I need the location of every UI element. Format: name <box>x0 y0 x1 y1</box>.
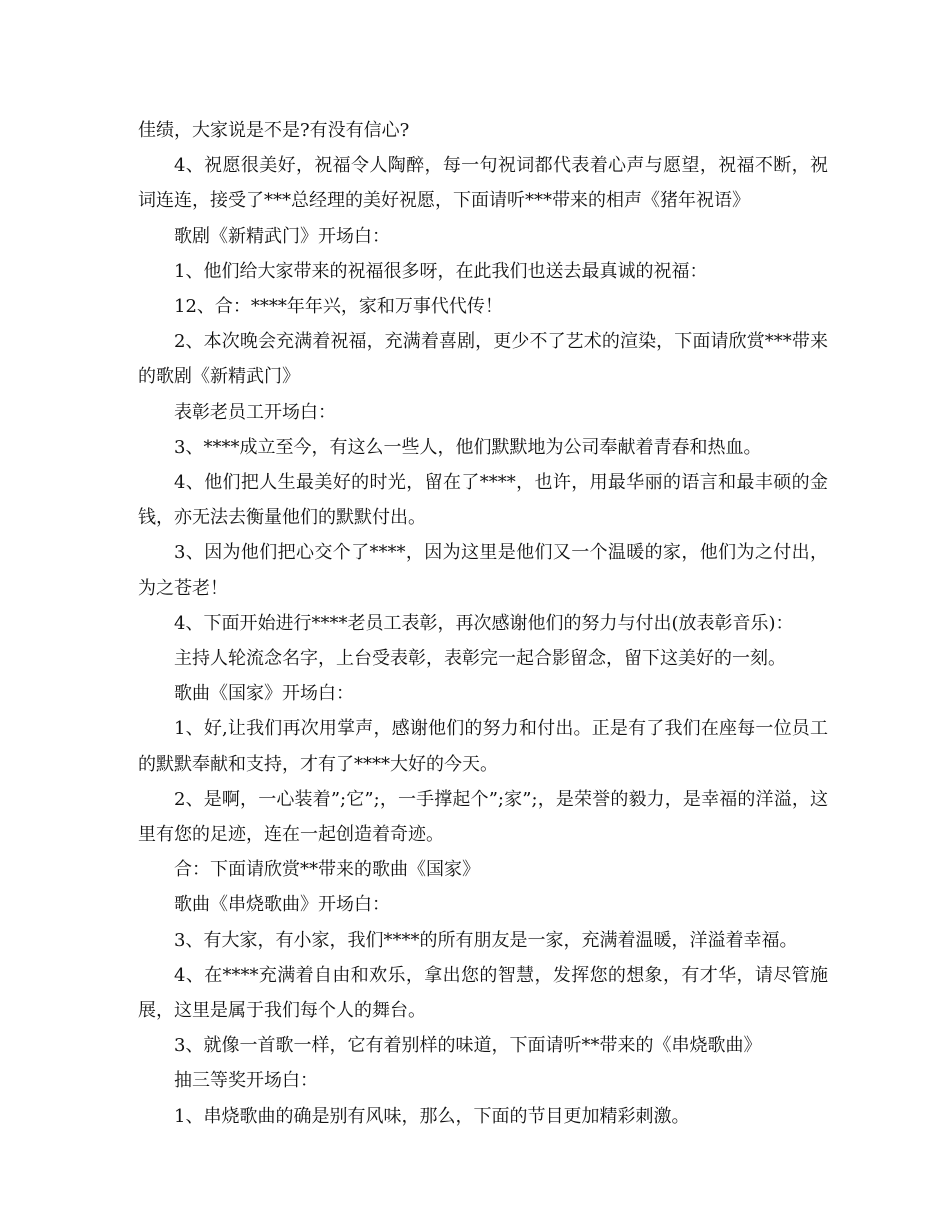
paragraph: 4、他们把人生最美好的时光，留在了****，也许，用最华丽的语言和最丰硕的金钱，亦无法去衡量他们的默默付出。 <box>138 472 828 529</box>
paragraph: 2、本次晚会充满着祝福，充满着喜剧，更少不了艺术的渲染，下面请欣赏***带来的歌剧《新精武门》 <box>138 331 828 388</box>
paragraph: 主持人轮流念名字，上台受表彰，表彰完一起合影留念，留下这美好的一刻。 <box>174 648 786 670</box>
section-heading: 抽三等奖开场白： <box>174 1070 318 1092</box>
paragraph: 12、合：****年年兴，家和万事代代传！ <box>174 296 503 318</box>
paragraph: 合：下面请欣赏**带来的歌曲《国家》 <box>174 859 480 881</box>
section-heading: 歌曲《国家》开场白： <box>174 683 354 705</box>
paragraph: 1、串烧歌曲的确是别有风味，那么，下面的节目更加精彩刺激。 <box>174 1105 690 1127</box>
paragraph: 3、因为他们把心交个了****，因为这里是他们又一个温暖的家，他们为之付出，为之苍老！ <box>138 542 828 599</box>
section-heading: 歌曲《串烧歌曲》开场白： <box>174 894 390 916</box>
paragraph: 4、祝愿很美好，祝福令人陶醉，每一句祝词都代表着心声与愿望，祝福不断，祝词连连，接受了***总经理的美好祝愿，下面请听***带来的相声《猪年祝语》 <box>138 155 828 212</box>
paragraph: 3、****成立至今，有这么一些人，他们默默地为公司奉献着青春和热血。 <box>174 436 762 458</box>
paragraph: 1、好,让我们再次用掌声，感谢他们的努力和付出。正是有了我们在座每一位员工的默默奉献和支持，才有了****大好的今天。 <box>138 718 828 775</box>
paragraph: 3、就像一首歌一样，它有着别样的味道，下面请听**带来的《串烧歌曲》 <box>174 1035 762 1057</box>
paragraph: 3、有大家，有小家，我们****的所有朋友是一家，充满着温暖，洋溢着幸福。 <box>174 929 798 951</box>
paragraph: 2、是啊，一心装着”;它”;，一手撑起个”;家”;，是荣誉的毅力，是幸福的洋溢，这里有您的足迹，连在一起创造着奇迹。 <box>138 788 828 846</box>
paragraph: 1、他们给大家带来的祝福很多呀，在此我们也送去最真诚的祝福： <box>174 260 708 282</box>
section-heading: 表彰老员工开场白： <box>174 401 336 423</box>
paragraph: 佳绩，大家说是不是?有没有信心? <box>138 120 410 141</box>
paragraph: 4、在****充满着自由和欢乐，拿出您的智慧，发挥您的想象，有才华，请尽管施展，这里是属于我们每个人的舞台。 <box>138 964 828 1022</box>
section-heading: 歌剧《新精武门》开场白： <box>174 225 390 247</box>
document-body <box>138 113 828 1134</box>
paragraph: 4、下面开始进行****老员工表彰，再次感谢他们的努力与付出(放表彰音乐)： <box>174 612 794 634</box>
